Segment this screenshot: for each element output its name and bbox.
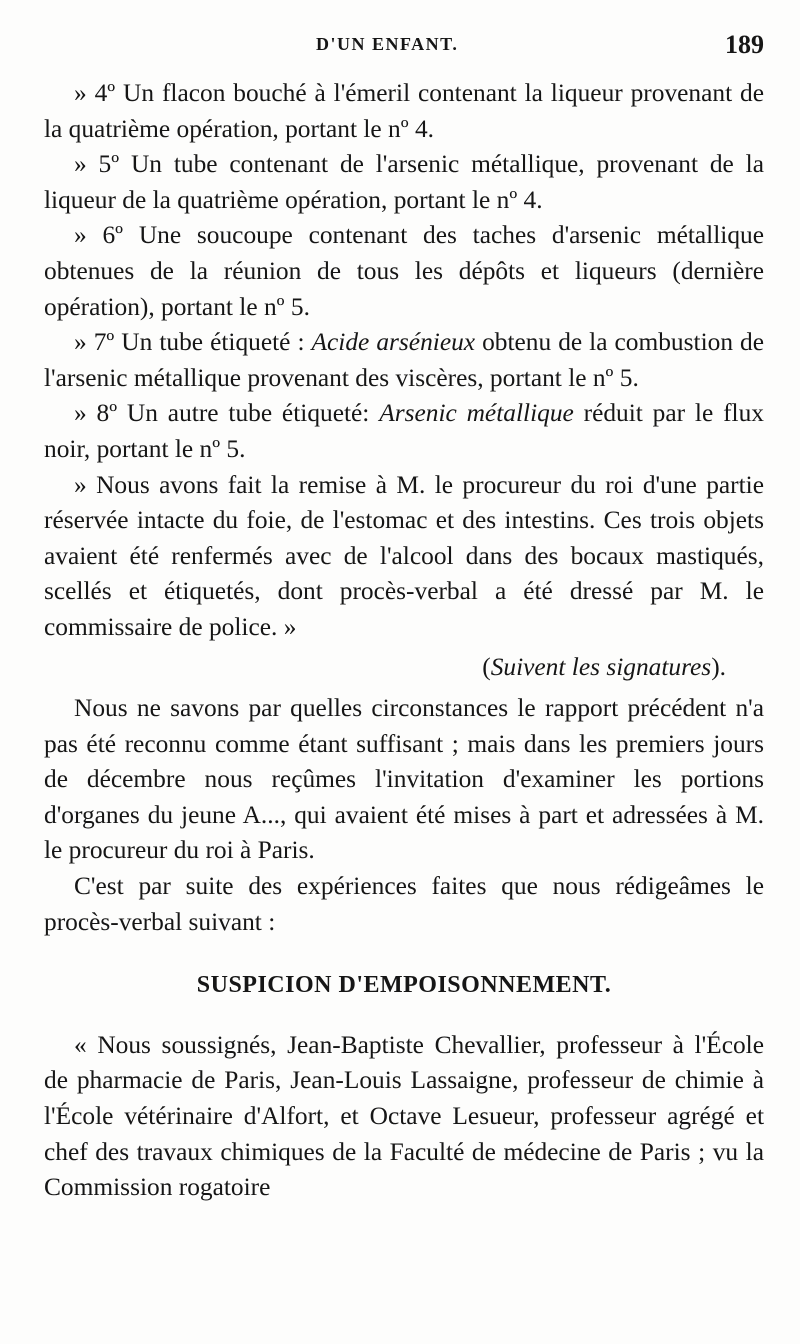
page-body: [44, 76, 764, 1206]
paragraph-suite: C'est par suite des expériences faites que nous rédigeâmes le procès-verbal suivant :: [44, 872, 764, 936]
signature-text: Suivent les signatures: [490, 652, 712, 681]
paragraph-item-7-text: » 7º Un tube étiqueté :: [74, 328, 312, 357]
paragraph-item-6: » 6º Une soucoupe contenant des taches d'arsenic métallique obtenues de la réunion de tous les dépôts et liqueurs (dernière opération), portant le nº 5.: [44, 221, 764, 321]
signature-note: [44, 650, 764, 686]
paragraph-item-8: [44, 396, 764, 467]
section-title: SUSPICION D'EMPOISONNEMENT.: [196, 972, 612, 999]
running-head: D'UN ENFANT.: [316, 34, 459, 54]
paragraph-circonstances: Nous ne savons par quelles circonstances le rapport précédent n'a pas été reconnu comme étant suffisant ; mais dans les premiers jours de décembre nous reçûmes l'invitation d'examiner les portions d'organes du jeune A..., qui avaient été mises à part et adressées à M. le procureur du roi à Paris.: [44, 694, 764, 865]
page-header: [0, 30, 800, 64]
paragraph-item-7-rest: obtenu de la combustion de l'arsenic métallique provenant des viscères, portant le nº 5.: [44, 328, 764, 392]
signature-close: ).: [711, 652, 726, 681]
paragraph-item-8-text: » 8º Un autre tube étiqueté:: [74, 399, 380, 428]
paragraph-item-5: » 5º Un tube contenant de l'arsenic métallique, provenant de la liqueur de la quatrième opération, portant le nº 4.: [44, 150, 764, 214]
label-acide-arsenieux: Acide arsénieux: [311, 328, 476, 357]
paragraph-soussignes: « Nous soussignés, Jean-Baptiste Chevallier, professeur à l'École de pharmacie de Paris, Jean-Louis Lassaigne, professeur de chimie à l'École vétérinaire d'Alfort, et Octave Lesueur, professeur agrégé et chef des travaux chimiques de la Faculté de médecine de Paris ; vu la Commission rogatoire: [44, 1030, 764, 1202]
label-arsenic-metallique: Arsenic métallique: [379, 399, 574, 428]
paragraph-item-8-rest: réduit par le flux noir, portant le nº 5.: [44, 399, 764, 463]
paragraph-remise: » Nous avons fait la remise à M. le procureur du roi d'une partie réservée intacte du foie, de l'estomac et des intestins. Ces trois objets avaient été renfermés avec de l'alcool dans des bocaux mastiqués, scellés et étiquetés, dont procès-verbal a été dressé par M. le commissaire de police. »: [44, 470, 764, 641]
paragraph-item-7: [44, 325, 764, 396]
page-number: 189: [725, 30, 764, 59]
signature-open: (: [482, 652, 491, 681]
paragraph-item-4: » 4º Un flacon bouché à l'émeril contenant la liqueur provenant de la quatrième opération, portant le nº 4.: [44, 79, 764, 143]
